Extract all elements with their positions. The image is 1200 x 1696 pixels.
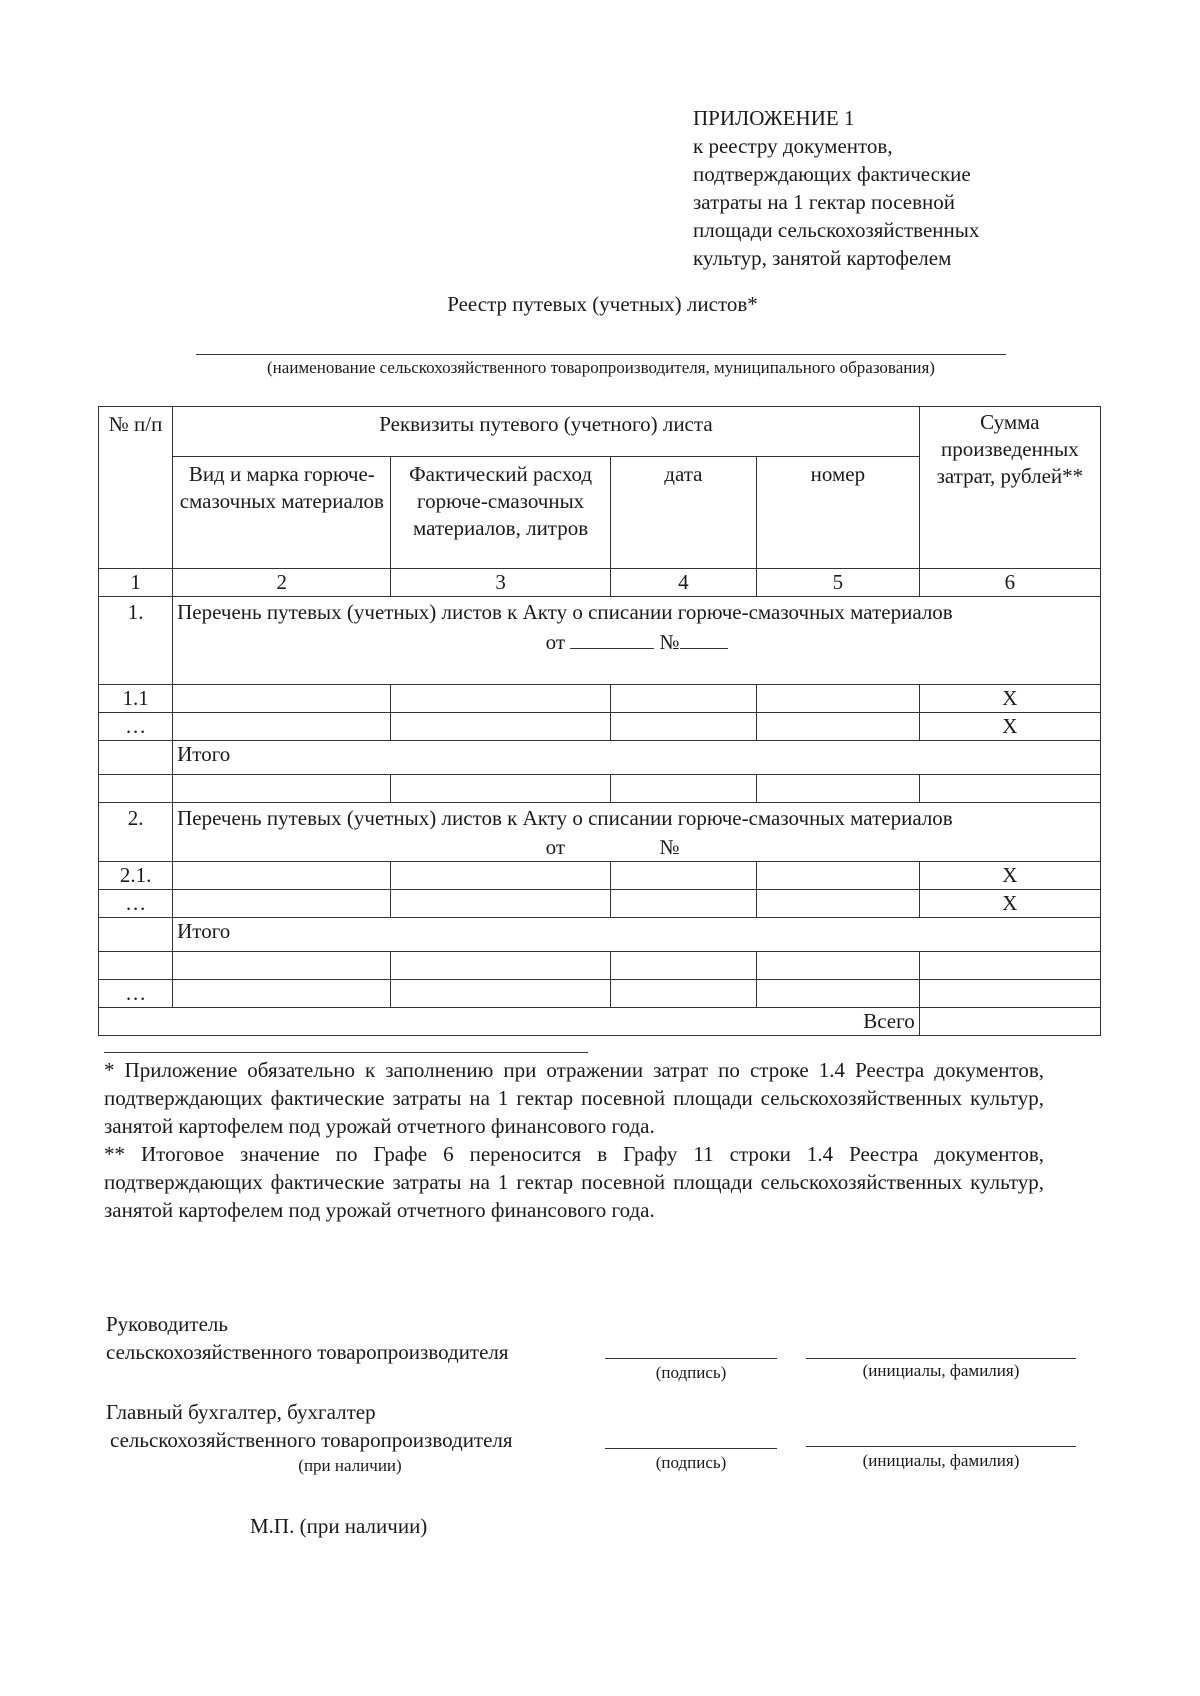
cell-fuel-consumption[interactable] [391,980,610,1008]
cell-number[interactable] [756,685,919,713]
cell-number[interactable] [756,980,919,1008]
cell-fuel-type[interactable] [173,862,391,890]
row-num: … [99,980,173,1008]
act-reference [177,626,1096,656]
section-title: Перечень путевых (учетных) листов к Акту о списании горюче-смазочных материалов [177,600,953,624]
table-row [99,862,1101,890]
column-numbers-row [99,569,1101,597]
cell-fuel-type[interactable] [173,685,391,713]
cell-sum[interactable] [919,980,1100,1008]
head-title-line: Руководитель [106,1312,228,1336]
section-1-header-row [99,597,1101,685]
org-name-field[interactable] [196,354,1006,355]
subtotal-values-row [99,952,1101,980]
name-caption: (инициалы, фамилия) [862,1361,1020,1380]
cell-fuel-type[interactable] [173,952,391,980]
cell-fuel-type[interactable] [173,775,391,803]
column-number: 2 [173,569,391,597]
header-number: номер [756,457,919,569]
act-no-label: № [659,835,680,859]
cell-fuel-consumption[interactable] [391,862,610,890]
act-reference [177,832,1096,861]
head-signature-field[interactable] [605,1358,777,1359]
document-title: Реестр путевых (учетных) листов* [447,292,758,316]
act-no-label: № [659,630,680,654]
accountant-title-line: сельскохозяйственного товаропроизводителя [110,1428,513,1452]
footnote-divider [104,1052,588,1053]
cell-fuel-consumption[interactable] [391,890,610,918]
name-caption: (инициалы, фамилия) [862,1451,1020,1470]
section-num: 1. [99,597,173,685]
row-num: … [99,890,173,918]
column-number: 4 [610,569,756,597]
section-title-cell [173,803,1101,862]
appendix-line: площади сельскохозяйственных [693,218,980,242]
cell-date[interactable] [610,685,756,713]
cell-sum: X [919,890,1100,918]
subtotal-label: Итого [173,741,1101,775]
signature-caption: (подпись) [655,1453,727,1472]
cell-sum: X [919,862,1100,890]
column-number: 5 [756,569,919,597]
cell-number[interactable] [756,890,919,918]
cell-date[interactable] [610,713,756,741]
appendix-line: подтверждающих фактические [693,162,971,186]
table-row [99,685,1101,713]
registry-table [98,406,1101,1036]
head-title-line: сельскохозяйственного товаропроизводителя [106,1340,509,1364]
row-num: 1.1 [99,685,173,713]
cell-fuel-type[interactable] [173,890,391,918]
cell-date[interactable] [610,952,756,980]
column-number: 3 [391,569,610,597]
cell-date[interactable] [610,890,756,918]
appendix-line: ПРИЛОЖЕНИЕ 1 [693,106,855,130]
cell-fuel-consumption[interactable] [391,952,610,980]
table-row [99,980,1101,1008]
appendix-line: культур, занятой картофелем [693,246,952,270]
cell-fuel-type[interactable] [173,980,391,1008]
accountant-signature-field[interactable] [605,1448,777,1449]
cell-number[interactable] [756,952,919,980]
section-num: 2. [99,803,173,862]
org-name-caption: (наименование сельскохозяйственного товаропроизводителя, муниципального образования) [267,358,935,377]
header-sum: Сумма произведенных затрат, рублей** [919,407,1100,569]
stamp-place: М.П. (при наличии) [250,1514,428,1538]
column-number: 6 [919,569,1100,597]
footnote-1: * Приложение обязательно к заполнению при отражении затрат по строке 1.4 Реестра документов, подтверждающих фактические затраты на 1 гектар посевной площади сельскохозяйственных культур, занятой картофелем под урожай отчетного финансового года. [104,1058,1044,1138]
subtotal-row [99,918,1101,952]
subtotal-values-row [99,775,1101,803]
footnote-2: ** Итоговое значение по Графе 6 переносится в Графу 11 строки 1.4 Реестра документов, подтверждающих фактические затраты на 1 гектар посевной площади сельскохозяйственных культур, занятой картофелем под урожай отчетного финансового года. [104,1142,1044,1222]
header-requisites: Реквизиты путевого (учетного) листа [173,407,920,457]
act-date-field[interactable] [570,832,654,854]
act-date-field[interactable] [570,626,654,649]
cell-fuel-consumption[interactable] [391,775,610,803]
act-number-field[interactable] [680,626,728,649]
header-date: дата [610,457,756,569]
column-number: 1 [99,569,173,597]
appendix-line: затраты на 1 гектар посевной [693,190,956,214]
accountant-label [106,1398,513,1454]
cell-fuel-type[interactable] [173,713,391,741]
table-row [99,713,1101,741]
section-title: Перечень путевых (учетных) листов к Акту о списании горюче-смазочных материалов [177,806,953,830]
cell-date[interactable] [610,775,756,803]
table-row [99,890,1101,918]
header-fuel-consumption: Фактический расход горюче-смазочных материалов, литров [391,457,610,569]
act-number-field[interactable] [680,832,728,854]
act-from-label: от [545,835,565,859]
header-fuel-type: Вид и марка горюче-смазочных материалов [173,457,391,569]
row-num: … [99,713,173,741]
cell-number[interactable] [756,775,919,803]
signature-caption: (подпись) [655,1363,727,1382]
section-2-header-row [99,803,1101,862]
accountant-name-field[interactable] [806,1446,1076,1447]
row-num: 2.1. [99,862,173,890]
act-from-label: от [545,630,565,654]
head-name-field[interactable] [806,1358,1076,1359]
appendix-header [693,104,979,272]
grand-total-label: Всего [99,1008,920,1036]
appendix-line: к реестру документов, [693,134,893,158]
cell-sum[interactable] [919,775,1100,803]
cell-number[interactable] [756,862,919,890]
section-title-cell [173,597,1101,685]
accountant-note: (при наличии) [298,1456,402,1475]
header-num: № п/п [99,407,173,569]
accountant-title-line: Главный бухгалтер, бухгалтер [106,1400,376,1424]
grand-total-row [99,1008,1101,1036]
cell-date[interactable] [610,980,756,1008]
cell-number[interactable] [756,713,919,741]
cell-date[interactable] [610,862,756,890]
footnotes [104,1056,1044,1224]
subtotal-label: Итого [173,918,1101,952]
cell-sum: X [919,685,1100,713]
head-label [106,1310,509,1366]
subtotal-row [99,741,1101,775]
cell-fuel-consumption[interactable] [391,685,610,713]
cell-sum: X [919,713,1100,741]
cell-fuel-consumption[interactable] [391,713,610,741]
cell-sum[interactable] [919,952,1100,980]
grand-total-value[interactable] [919,1008,1100,1036]
